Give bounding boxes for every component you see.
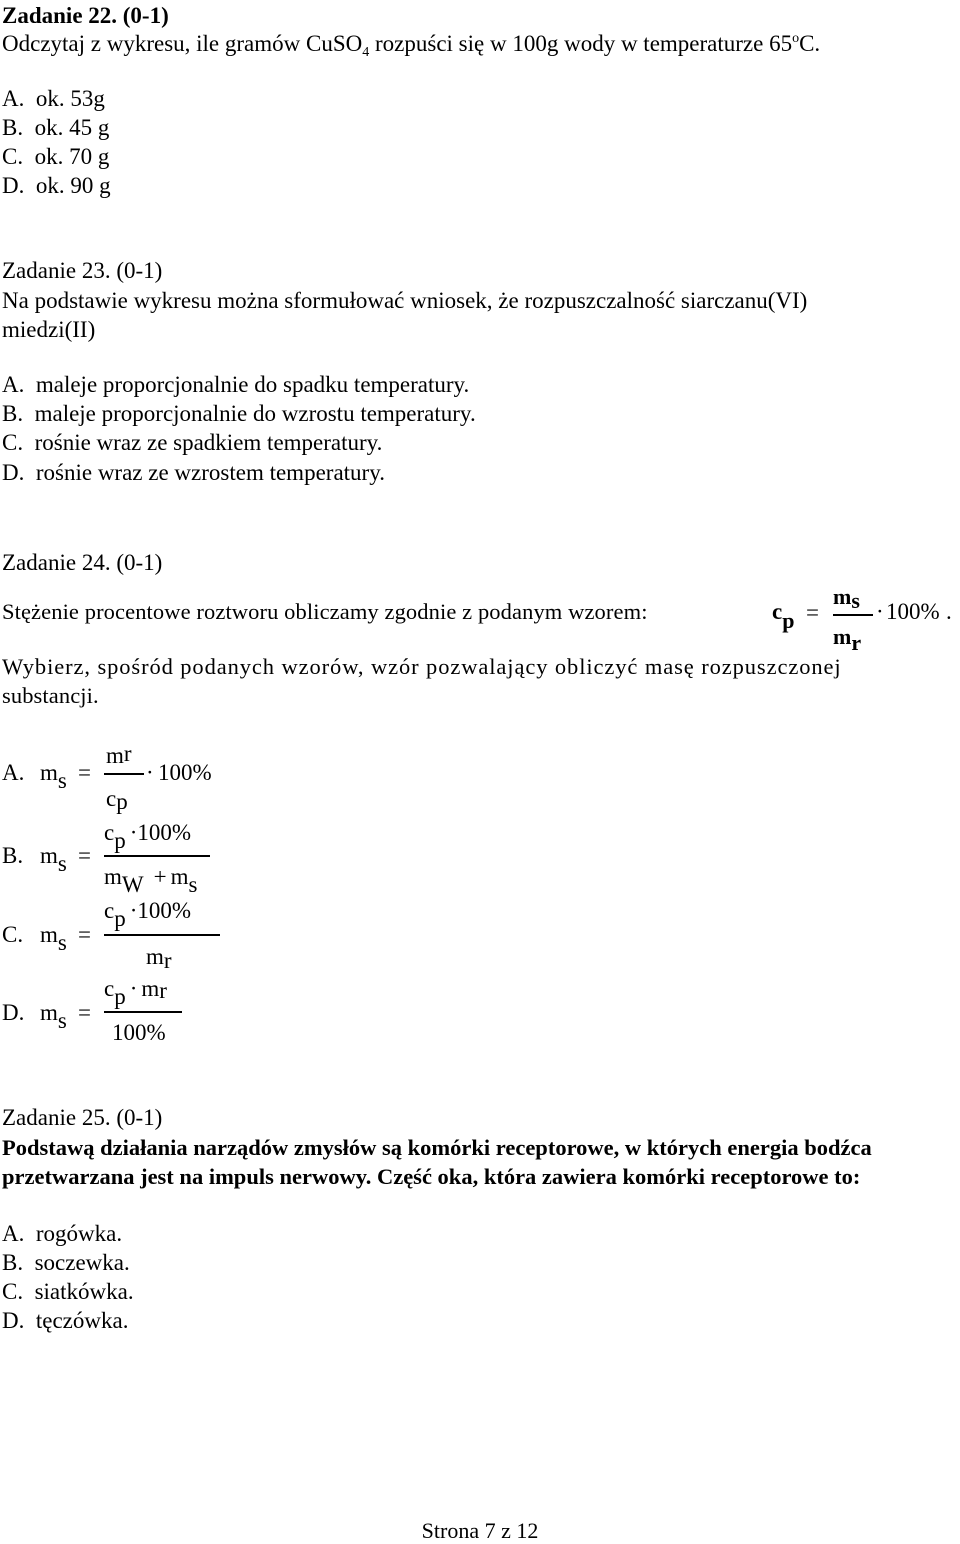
- q23-heading: Zadanie 23. (0-1): [2, 258, 163, 283]
- q24-option-b-label: B.: [2, 843, 24, 868]
- q24-formula-end: .: [946, 599, 952, 624]
- q22-option-a: A. ok. 53g: [2, 86, 105, 111]
- q22-question-sub: 4: [362, 45, 370, 60]
- q23-option-b: B. maleje proporcjonalnie do wzrostu temperatury.: [2, 401, 476, 426]
- q24-option-a-pct: 100%: [158, 760, 212, 785]
- q24-formula-c: cp: [772, 599, 795, 633]
- q24-option-a-fraction-line: [104, 773, 144, 775]
- q25-option-a: A. rogówka.: [2, 1221, 123, 1246]
- q24-formula-den: mr: [833, 624, 862, 655]
- q24-option-b-lhs: ms: [40, 843, 67, 876]
- q22-option-b: B. ok. 45 g: [2, 115, 110, 140]
- q23-option-c: C. rośnie wraz ze spadkiem temperatury.: [2, 430, 383, 455]
- q22-question-text-3: C.: [799, 31, 821, 56]
- q22-question: [2, 30, 820, 62]
- q25-option-b: B. soczewka.: [2, 1250, 130, 1275]
- q24-instruction-line2: substancji.: [2, 683, 99, 708]
- q24-option-a-num: mr: [106, 741, 132, 768]
- q24-formula-pct: 100%: [886, 599, 940, 624]
- q22-question-text-2: rozpuści się w 100g wody w temperaturze 65: [369, 31, 793, 56]
- q24-option-c-den: mr: [146, 944, 172, 973]
- q24-formula-num: ms: [833, 584, 860, 613]
- q23-option-d: D. rośnie wraz ze wzrostem temperatury.: [2, 460, 385, 485]
- page-number: Strona 7 z 12: [421, 1518, 539, 1543]
- q24-option-a-times: ·: [146, 760, 154, 785]
- q24-formula-eq: =: [806, 600, 819, 625]
- q24-option-a-den: cp: [106, 786, 128, 814]
- q25-question-line1: Podstawą działania narządów zmysłów są komórki receptorowe, w których energia bodźca: [2, 1135, 872, 1160]
- q24-formula-times: ·: [876, 599, 884, 624]
- q24-option-c-lhs: ms: [40, 922, 67, 955]
- q24-option-d-label: D.: [2, 1000, 25, 1025]
- q24-option-d-lhs: ms: [40, 1000, 67, 1033]
- q22-question-text-1: Odczytaj z wykresu, ile gramów CuSO: [2, 31, 363, 56]
- q24-option-c-label: C.: [2, 922, 24, 947]
- q24-option-d-num: cp · mr: [104, 976, 167, 1009]
- q23-option-a: A. maleje proporcjonalnie do spadku temperatury.: [2, 372, 470, 397]
- q25-option-c: C. siatkówka.: [2, 1279, 134, 1304]
- q24-option-c-eq: =: [78, 922, 91, 947]
- q22-option-d: D. ok. 90 g: [2, 173, 111, 198]
- q24-option-d-eq: =: [78, 1000, 91, 1025]
- q24-intro: Stężenie procentowe roztworu obliczamy zgodnie z podanym wzorem:: [2, 599, 648, 624]
- q24-option-b-den: mW + ms: [104, 864, 198, 897]
- q24-heading: Zadanie 24. (0-1): [2, 550, 163, 575]
- q24-option-c-num: cp ·100%: [104, 898, 192, 931]
- q24-option-b-num: cp ·100%: [104, 820, 192, 853]
- q25-option-d: D. tęczówka.: [2, 1308, 129, 1333]
- q24-option-d-fraction-line: [104, 1011, 182, 1013]
- q24-option-d-den: 100%: [112, 1020, 166, 1045]
- q24-option-a-eq: =: [78, 760, 91, 785]
- q22-heading: Zadanie 22. (0-1): [2, 3, 169, 28]
- q24-formula-fraction-line: [833, 614, 873, 616]
- q24-option-b-eq: =: [78, 843, 91, 868]
- q24-instruction-line1: Wybierz, spośród podanych wzorów, wzór pozwalający obliczyć masę rozpuszczonej: [2, 654, 842, 679]
- q25-heading: Zadanie 25. (0-1): [2, 1105, 163, 1130]
- q24-option-b-fraction-line: [104, 855, 210, 857]
- q24-option-a-lhs: ms: [40, 760, 67, 793]
- q22-option-c: C. ok. 70 g: [2, 144, 110, 169]
- q24-option-a-label: A.: [2, 760, 25, 785]
- q23-question-line1: Na podstawie wykresu można sformułować wniosek, że rozpuszczalność siarczanu(VI): [2, 288, 808, 313]
- q23-question-line2: miedzi(II): [2, 317, 96, 342]
- q22-question-sup: o: [792, 31, 800, 46]
- q25-question-line2: przetwarzana jest na impuls nerwowy. Część oka, która zawiera komórki receptorowe to:: [2, 1164, 861, 1189]
- q24-option-c-fraction-line: [104, 934, 220, 936]
